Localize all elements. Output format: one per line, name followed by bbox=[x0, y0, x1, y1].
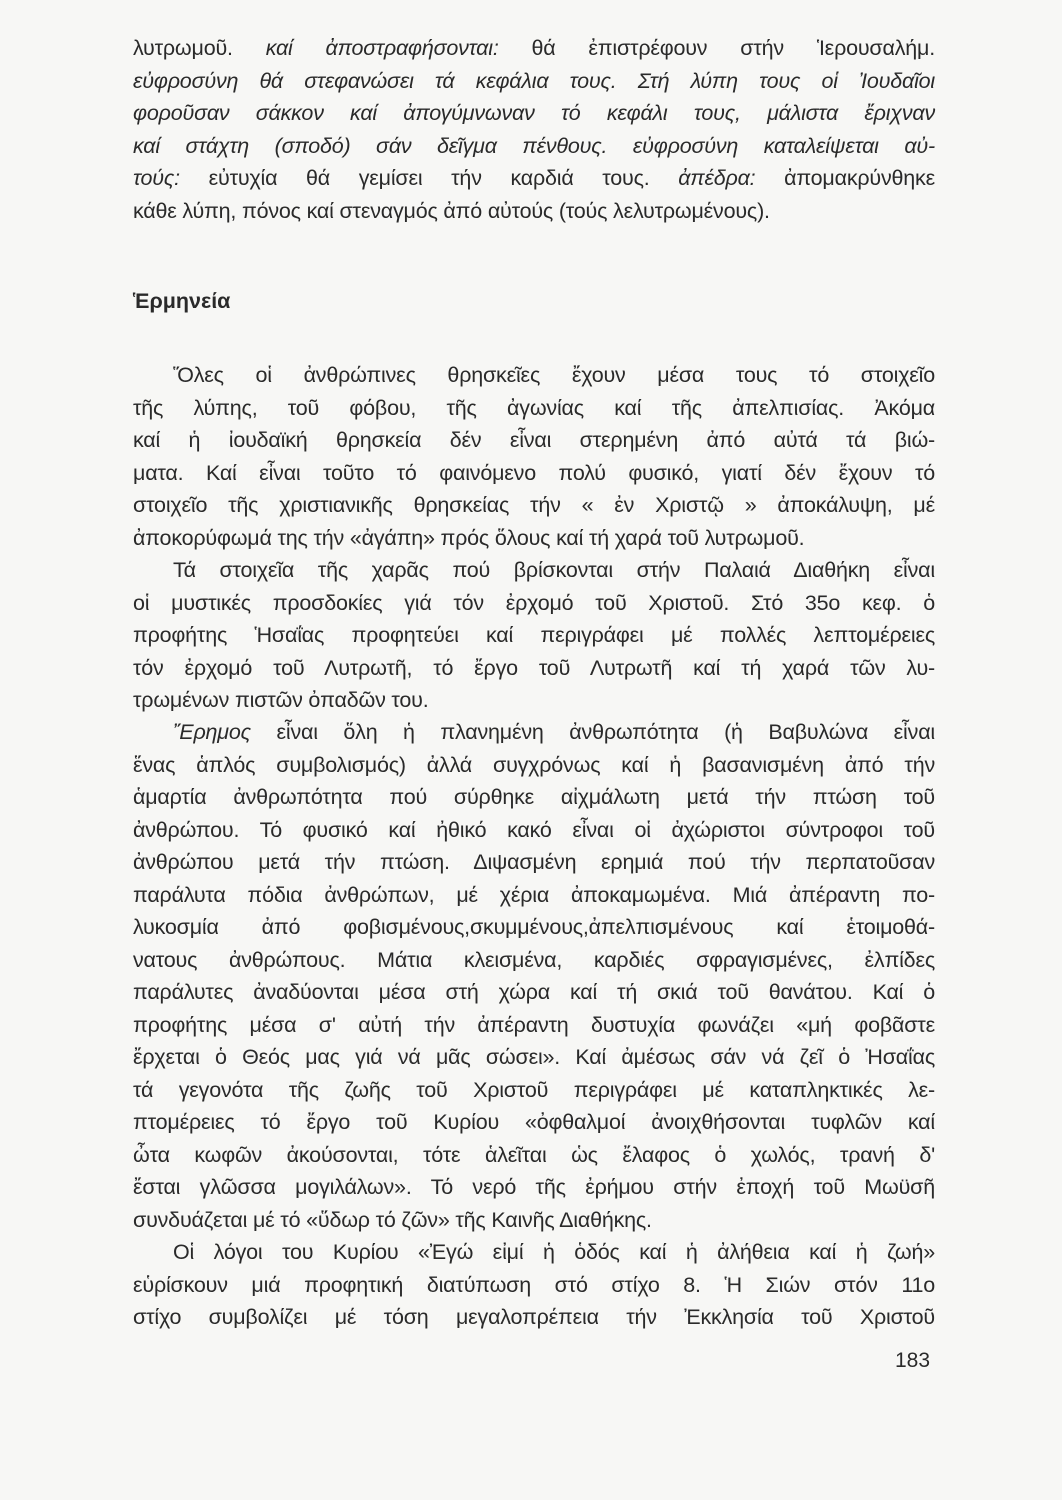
text-segment: ἔσται γλῶσσα μογιλάλων». Τό νερό τῆς ἐρήμου στήν ἐποχή τοῦ Μωϋσῆ bbox=[133, 1175, 935, 1199]
text-line bbox=[173, 719, 935, 745]
section-heading: Ἑρμηνεία bbox=[133, 289, 231, 313]
italic-text: τούς: bbox=[133, 166, 180, 190]
text-segment: Ὅλες οἱ ἀνθρώπινες θρησκεῖες ἔχουν μέσα τους τό στοιχεῖο bbox=[173, 363, 935, 387]
text-segment: πτομέρειες τό ἔργο τοῦ Κυρίου «ὀφθαλμοί ἀνοιχθήσονται τυφλῶν καί bbox=[133, 1110, 935, 1134]
text-line bbox=[133, 427, 935, 453]
text-segment: καί ἡ ἰουδαϊκή θρησκεία δέν εἶναι στερημένη ἀπό αὐτά τά βιώ- bbox=[133, 428, 935, 452]
text-segment: προφήτης Ἡσαΐας προφητεύει καί περιγράφει μέ πολλές λεπτομέρειες bbox=[133, 623, 935, 647]
text-segment: Τά στοιχεῖα τῆς χαρᾶς πού βρίσκονται στήν Παλαιά Διαθήκη εἶναι bbox=[173, 558, 935, 582]
text-line bbox=[173, 1239, 935, 1265]
text-line bbox=[133, 947, 935, 973]
text-segment: εὑρίσκουν μιά προφητική διατύπωση στό στίχο 8. Ἡ Σιών στόν 11ο bbox=[133, 1272, 935, 1297]
text-line bbox=[133, 492, 935, 518]
text-line bbox=[133, 1272, 935, 1298]
text-segment: ἀνθρώπου μετά τήν πτώση. Διψασμένη ερημιά πού τήν περπατοῦσαν bbox=[133, 850, 935, 874]
text-segment: τρωμένων πιστῶν ὀπαδῶν του. bbox=[133, 688, 429, 712]
page-number: 183 bbox=[895, 1349, 931, 1372]
text-line bbox=[133, 68, 935, 94]
text-segment: ἀνθρώπου. Τό φυσικό καί ἠθικό κακό εἶναι οἱ ἀχώριστοι σύντροφοι τοῦ bbox=[133, 817, 935, 842]
text-segment: Οἱ λόγοι του Κυρίου «Ἐγώ εἰμί ἡ ὁδός καί ἡ ἀλήθεια καί ἡ ζωή» bbox=[173, 1240, 935, 1264]
text-line bbox=[133, 914, 935, 940]
text-segment: ἁμαρτία ἀνθρωπότητα πού σύρθηκε αἰχμάλωτη μετά τήν πτώση τοῦ bbox=[133, 785, 935, 809]
text-line bbox=[173, 557, 935, 583]
italic-text: φοροῦσαν σάκκον καί ἀπογύμνωναν τό κεφάλι τους, μάλιστα ἔριχναν bbox=[133, 101, 935, 125]
text-segment: στίχο συμβολίζει μέ τόση μεγαλοπρέπεια τήν Ἐκκλησία τοῦ Χριστοῦ bbox=[133, 1305, 935, 1329]
text-line bbox=[133, 395, 935, 421]
text-segment: τόν ἐρχομό τοῦ Λυτρωτῆ, τό ἔργο τοῦ Λυτρωτῆ καί τή χαρά τῶν λυ- bbox=[133, 655, 935, 680]
text-line bbox=[133, 35, 935, 61]
italic-text: ἀπέδρα: bbox=[678, 166, 756, 190]
text-line bbox=[173, 362, 935, 388]
text-line bbox=[133, 752, 935, 778]
italic-text: καί ἀποστραφήσονται: bbox=[265, 36, 499, 60]
text-segment: θά ἐπιστρέφουν στήν Ἱερουσαλήμ. bbox=[498, 36, 935, 60]
text-segment: στοιχεῖο τῆς χριστιανικῆς θρησκείας τήν « ἐν Χριστῷ » ἀποκάλυψη, μέ bbox=[133, 493, 935, 517]
text-line bbox=[133, 687, 935, 713]
text-segment: ἀπομακρύνθηκε bbox=[755, 166, 935, 190]
italic-text: καί στάχτη (σποδό) σάν δεῖγμα πένθους. εὐφροσύνη καταλείψεται αὐ- bbox=[133, 133, 935, 158]
text-line bbox=[133, 198, 935, 224]
text-segment: τά γεγονότα τῆς ζωῆς τοῦ Χριστοῦ περιγράφει μέ καταπληκτικές λε- bbox=[133, 1077, 935, 1102]
text-segment: εἶναι ὅλη ἡ πλανημένη ἀνθρωπότητα (ἡ Βαβυλώνα εἶναι bbox=[250, 720, 935, 744]
text-line bbox=[133, 784, 935, 810]
text-line bbox=[133, 817, 935, 843]
text-segment: παράλυτες ἀναδύονται μέσα στή χώρα καί τή σκιά τοῦ θανάτου. Καί ὁ bbox=[133, 980, 935, 1004]
text-segment: ματα. Καί εἶναι τοῦτο τό φαινόμενο πολύ φυσικό, γιατί δέν ἔχουν τό bbox=[133, 460, 935, 485]
text-segment: εὐτυχία θά γεμίσει τήν καρδιά τους. bbox=[179, 166, 679, 190]
text-segment: παράλυτα πόδια ἀνθρώπων, μέ χέρια ἀποκαμωμένα. Μιά ἀπέραντη πο- bbox=[133, 882, 935, 907]
text-segment: ὦτα κωφῶν ἀκούσονται, τότε ἁλεῖται ὡς ἔλαφος ὁ χωλός, τρανή δ' bbox=[133, 1142, 935, 1167]
text-line bbox=[133, 133, 935, 159]
text-segment: ἔρχεται ὁ Θεός μας γιά νά μᾶς σώσει». Καί ἀμέσως σάν νά ζεῖ ὁ Ἠσαΐας bbox=[133, 1045, 935, 1069]
text-line bbox=[133, 1304, 935, 1330]
text-line bbox=[133, 1109, 935, 1135]
italic-text: Ἔρημος bbox=[173, 720, 251, 744]
text-segment: τῆς λύπης, τοῦ φόβου, τῆς ἀγωνίας καί τῆς ἀπελπισίας. Ἀκόμα bbox=[133, 395, 935, 420]
text-segment: ἕνας ἁπλός συμβολισμός) ἀλλά συγχρόνως καί ἡ βασανισμένη ἀπό τήν bbox=[133, 752, 935, 777]
text-line bbox=[133, 525, 935, 551]
text-segment: λυκοσμία ἀπό φοβισμένους,σκυμμένους,ἀπελπισμένους καί ἑτοιμοθά- bbox=[133, 915, 935, 939]
text-line bbox=[133, 100, 935, 126]
text-segment: προφήτης μέσα σ' αὐτή τήν ἀπέραντη δυστυχία φωνάζει «μή φοβᾶστε bbox=[133, 1012, 935, 1037]
text-segment: νατους ἀνθρώπους. Μάτια κλεισμένα, καρδιές σφραγισμένες, ἐλπίδες bbox=[133, 947, 935, 972]
text-line bbox=[133, 979, 935, 1005]
text-segment: λυτρωμοῦ. bbox=[133, 36, 266, 60]
text-line bbox=[133, 655, 935, 681]
text-segment: κάθε λύπη, πόνος καί στεναγμός ἀπό αὐτούς (τούς λελυτρωμένους). bbox=[133, 198, 770, 223]
text-line bbox=[133, 849, 935, 875]
text-line bbox=[133, 1012, 935, 1038]
text-segment: οἱ μυστικές προσδοκίες γιά τόν ἐρχομό τοῦ Χριστοῦ. Στό 35ο κεφ. ὁ bbox=[133, 590, 935, 615]
text-line bbox=[133, 165, 935, 191]
text-line bbox=[133, 1077, 935, 1103]
text-line bbox=[133, 1207, 935, 1233]
text-line bbox=[133, 882, 935, 908]
text-line bbox=[133, 460, 935, 486]
text-line bbox=[133, 1174, 935, 1200]
text-line bbox=[133, 1142, 935, 1168]
text-line bbox=[133, 590, 935, 616]
text-segment: ἀποκορύφωμά της τήν «ἀγάπη» πρός ὅλους καί τή χαρά τοῦ λυτρωμοῦ. bbox=[133, 525, 805, 550]
text-line bbox=[133, 622, 935, 648]
text-line bbox=[133, 1044, 935, 1070]
text-segment: συνδυάζεται μέ τό «ὕδωρ τό ζῶν» τῆς Καινῆς Διαθήκης. bbox=[133, 1207, 652, 1232]
italic-text: εὐφροσύνη θά στεφανώσει τά κεφάλια τους. Στή λύπη τους οἱ Ἰουδαῖοι bbox=[133, 68, 935, 93]
